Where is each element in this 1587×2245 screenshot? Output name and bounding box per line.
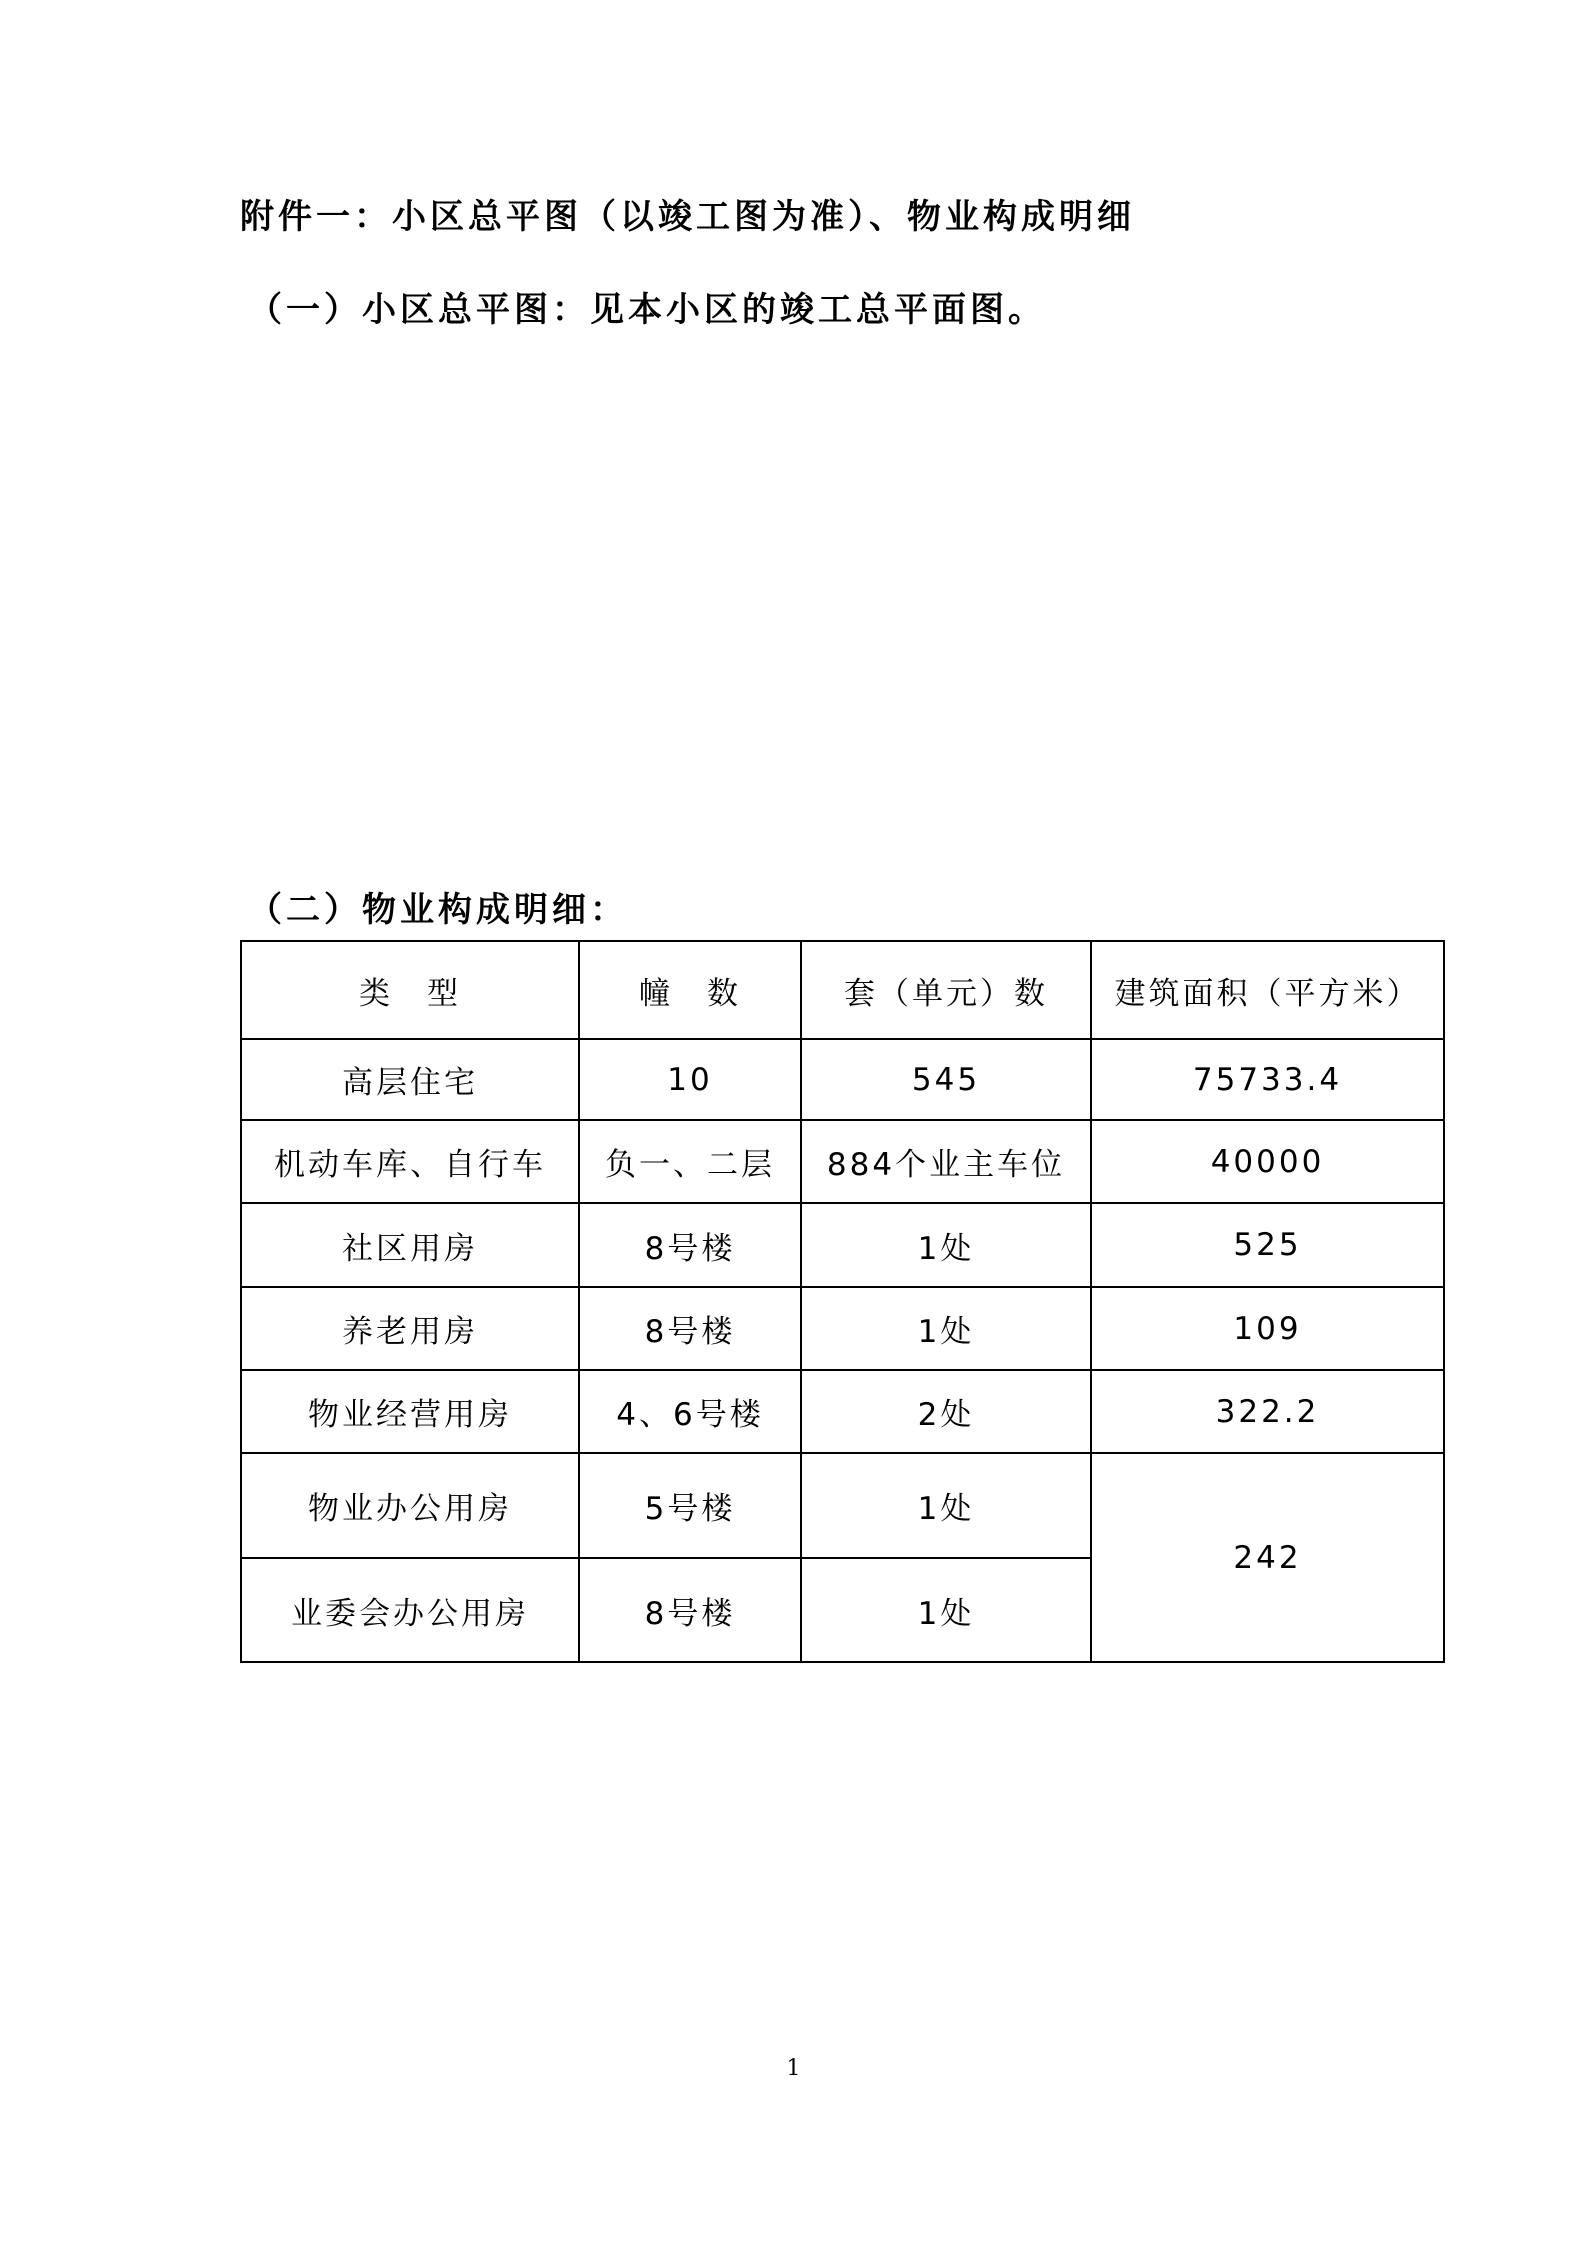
header-buildings: 幢 数 [579, 941, 801, 1039]
header-area: 建筑面积（平方米） [1091, 941, 1444, 1039]
cell-type: 物业办公用房 [241, 1453, 579, 1558]
page-number: 1 [786, 2056, 801, 2081]
property-composition-table [240, 940, 1445, 1663]
cell-buildings: 10 [579, 1039, 801, 1120]
cell-area-merged: 242 [1091, 1453, 1444, 1662]
table-row [241, 1039, 1444, 1120]
cell-area: 525 [1091, 1203, 1444, 1287]
section-two-heading: （二）物业构成明细： [248, 890, 628, 930]
cell-units: 545 [801, 1039, 1091, 1120]
cell-units: 1处 [801, 1558, 1091, 1662]
cell-type: 业委会办公用房 [241, 1558, 579, 1662]
cell-buildings: 8号楼 [579, 1287, 801, 1370]
table-header-row [241, 941, 1444, 1039]
cell-type: 机动车库、自行车 [241, 1120, 579, 1203]
cell-type: 社区用房 [241, 1203, 579, 1287]
cell-buildings: 4、6号楼 [579, 1370, 801, 1453]
cell-units: 1处 [801, 1287, 1091, 1370]
table-row [241, 1120, 1444, 1203]
cell-area: 322.2 [1091, 1370, 1444, 1453]
section-one-heading: （一）小区总平图：见本小区的竣工总平面图。 [248, 290, 1046, 330]
cell-buildings: 负一、二层 [579, 1120, 801, 1203]
cell-area: 40000 [1091, 1120, 1444, 1203]
cell-area: 109 [1091, 1287, 1444, 1370]
cell-units: 2处 [801, 1370, 1091, 1453]
cell-buildings: 5号楼 [579, 1453, 801, 1558]
cell-type: 养老用房 [241, 1287, 579, 1370]
cell-buildings: 8号楼 [579, 1558, 801, 1662]
cell-units: 1处 [801, 1203, 1091, 1287]
cell-type: 高层住宅 [241, 1039, 579, 1120]
cell-type: 物业经营用房 [241, 1370, 579, 1453]
table-row [241, 1203, 1444, 1287]
cell-area: 75733.4 [1091, 1039, 1444, 1120]
table-row [241, 1370, 1444, 1453]
cell-buildings: 8号楼 [579, 1203, 801, 1287]
table-row [241, 1453, 1444, 1558]
header-type: 类 型 [241, 941, 579, 1039]
attachment-title: 附件一：小区总平图（以竣工图为准）、物业构成明细 [240, 197, 1135, 237]
table-row [241, 1287, 1444, 1370]
cell-units: 1处 [801, 1453, 1091, 1558]
header-units: 套（单元）数 [801, 941, 1091, 1039]
cell-units: 884个业主车位 [801, 1120, 1091, 1203]
